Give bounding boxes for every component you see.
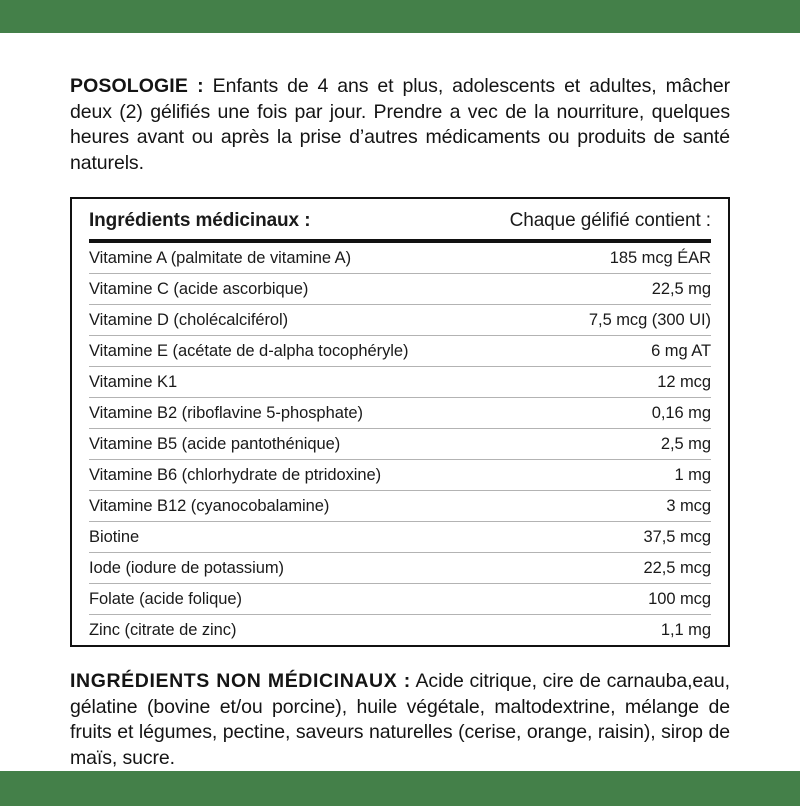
- table-row: [89, 366, 711, 397]
- table-row: [89, 335, 711, 366]
- label-content: [0, 33, 800, 771]
- ingredient-amount: 6 mg AT: [651, 342, 711, 360]
- ingredient-amount: 22,5 mg: [651, 280, 711, 298]
- ingredient-amount: 0,16 mg: [651, 404, 711, 422]
- ingredient-amount: 37,5 mcg: [643, 528, 711, 546]
- dosage-paragraph: [70, 33, 730, 176]
- ingredient-amount: 7,5 mcg (300 UI): [588, 311, 711, 329]
- ingredient-amount: 1 mg: [674, 466, 711, 484]
- table-row: [89, 243, 711, 273]
- ingredient-name: Folate (acide folique): [89, 590, 242, 608]
- table-row: [89, 490, 711, 521]
- ingredient-name: Vitamine B5 (acide pantothénique): [89, 435, 341, 453]
- ingredient-rows: [89, 243, 711, 645]
- ingredient-name: Biotine: [89, 528, 140, 546]
- table-row: [89, 521, 711, 552]
- ingredient-amount: 100 mcg: [648, 590, 711, 608]
- table-header-ingredients: Ingrédients médicinaux :: [89, 210, 311, 231]
- table-header-amount: Chaque gélifié contient :: [509, 210, 711, 231]
- table-row: [89, 459, 711, 490]
- table-row: [89, 273, 711, 304]
- ingredient-name: Vitamine D (cholécalciférol): [89, 311, 289, 329]
- table-row: [89, 583, 711, 614]
- ingredient-name: Zinc (citrate de zinc): [89, 621, 237, 639]
- medicinal-ingredients-table: [70, 197, 730, 647]
- ingredient-amount: 2,5 mg: [660, 435, 711, 453]
- dosage-text: Enfants de 4 ans et plus, adolescents et adultes, mâcher deux (2) gélifiés une fois par jour. Prendre a vec de la nourriture, quelques heures avant ou après la prise d’autres médicaments ou produits de santé naturels.: [70, 75, 731, 174]
- ingredient-name: Iode (iodure de potassium): [89, 559, 284, 577]
- ingredient-amount: 3 mcg: [666, 497, 711, 515]
- ingredient-name: Vitamine K1: [89, 373, 178, 391]
- ingredient-name: Vitamine B6 (chlorhydrate de ptridoxine): [89, 466, 382, 484]
- ingredient-amount: 185 mcg ÉAR: [609, 249, 711, 267]
- table-row: [89, 552, 711, 583]
- ingredient-name: Vitamine B2 (riboflavine 5-phosphate): [89, 404, 363, 422]
- non-medicinal-paragraph: [70, 647, 730, 771]
- table-row: [89, 397, 711, 428]
- table-row: [89, 428, 711, 459]
- table-header-row: [89, 199, 711, 239]
- ingredient-amount: 1,1 mg: [660, 621, 711, 639]
- ingredient-amount: 12 mcg: [657, 373, 711, 391]
- top-green-band: [0, 0, 800, 33]
- dosage-heading: POSOLOGIE :: [70, 75, 204, 97]
- ingredient-amount: 22,5 mcg: [643, 559, 711, 577]
- ingredient-name: Vitamine E (acétate de d-alpha tocophéryle): [89, 342, 409, 360]
- table-row: [89, 304, 711, 335]
- non-medicinal-heading: INGRÉDIENTS NON MÉDICINAUX :: [70, 670, 411, 692]
- table-row: [89, 614, 711, 645]
- ingredient-name: Vitamine B12 (cyanocobalamine): [89, 497, 330, 515]
- bottom-green-band: [0, 771, 800, 806]
- ingredient-name: Vitamine A (palmitate de vitamine A): [89, 249, 352, 267]
- ingredient-name: Vitamine C (acide ascorbique): [89, 280, 309, 298]
- non-medicinal-text: Acide citrique, cire de carnauba,eau, gélatine (bovine et/ou porcine), huile végétale, maltodextrine, mélange de fruits et légumes, pectine, saveurs naturelles (cerise, orange, raisin), sirop de maïs, sucre.: [70, 670, 730, 769]
